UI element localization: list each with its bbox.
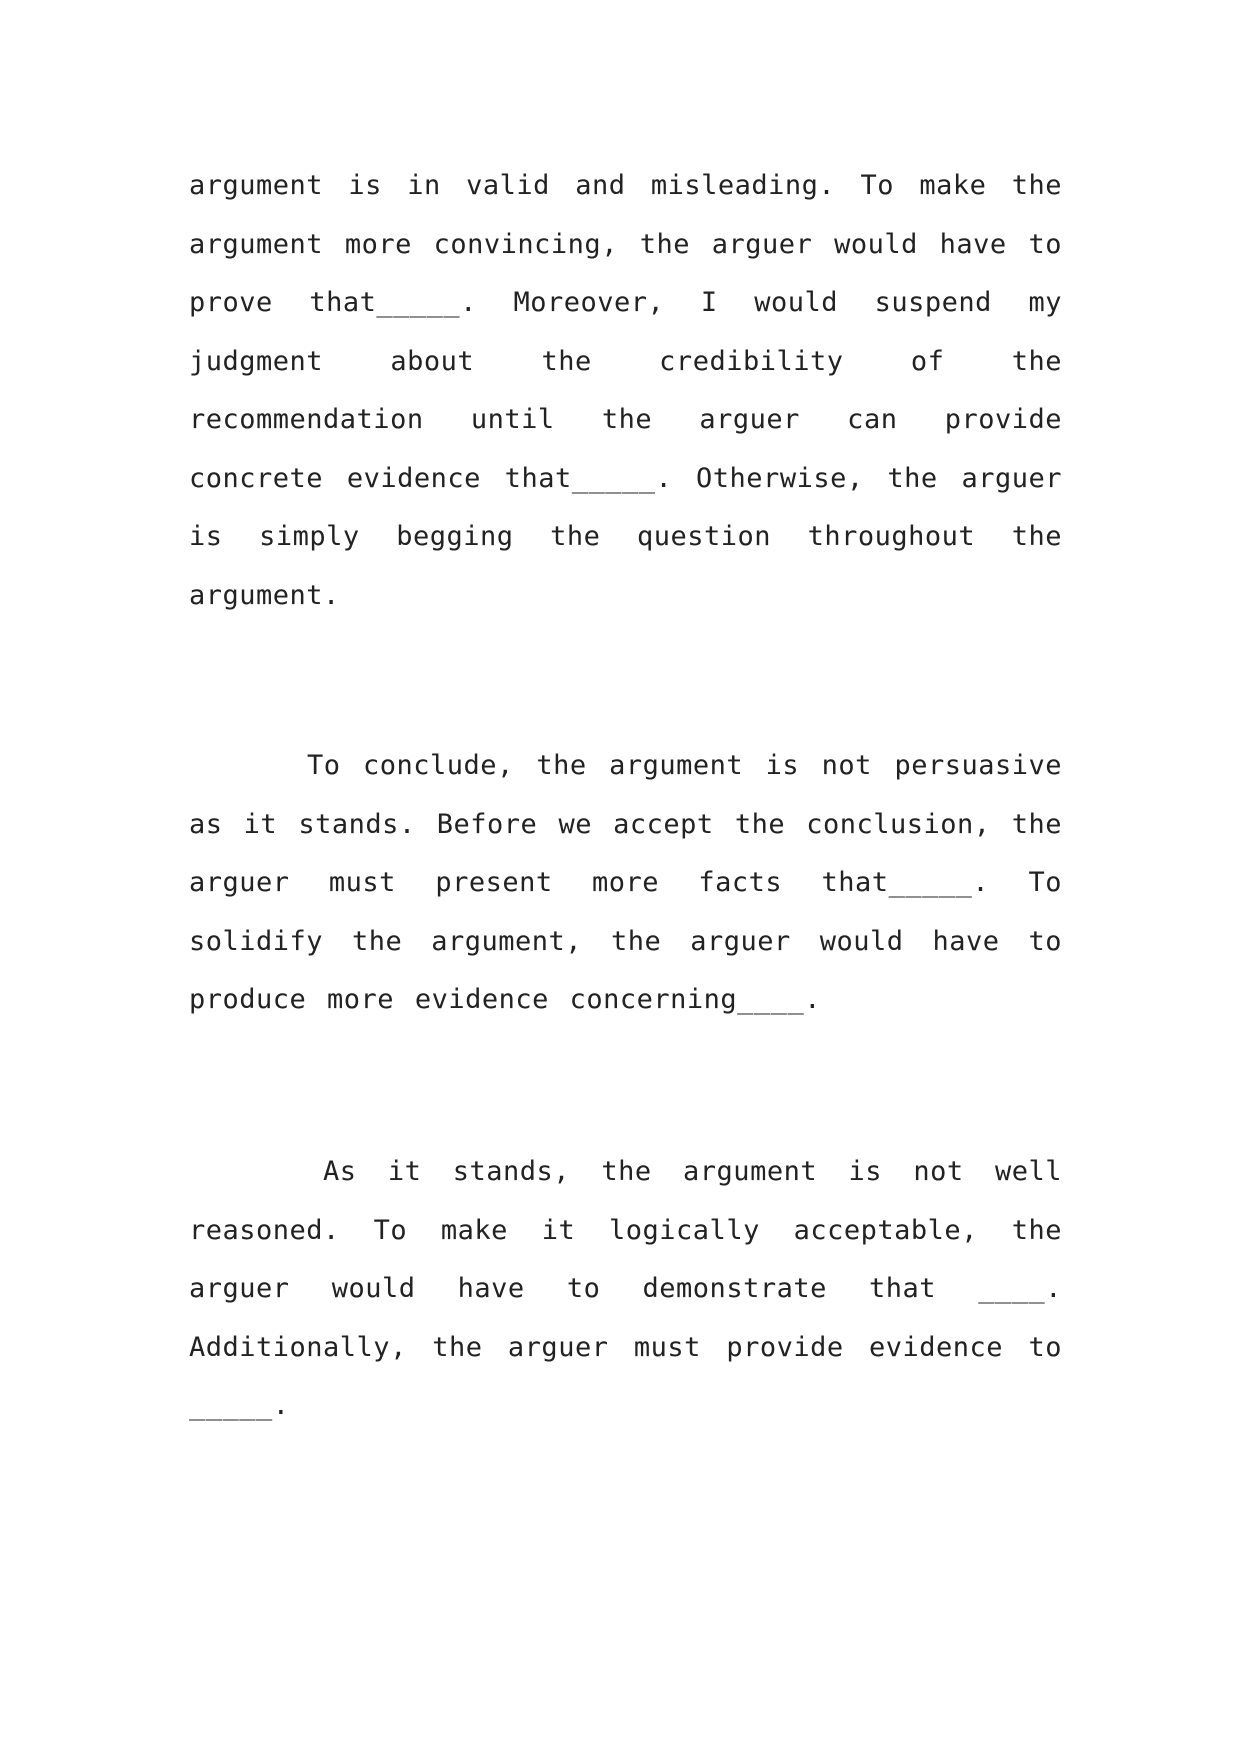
- paragraph-alternative-conclusion: As it stands, the argument is not well reasoned. To make it logically acceptable, the arguer would have to demonstrate that ____. Additionally, the arguer must provide evidence to _____.: [189, 1156, 1062, 1421]
- paragraph-continuation: argument is in valid and misleading. To make the argument more convincing, the arguer would have to prove that_____. Moreover, I would suspend my judgment about the credibility of the recommendation until the arguer can provide concrete evidence that_____. Otherwise, the arguer is simply begging the question throughout the argument.: [189, 170, 1062, 611]
- paragraph-conclusion: To conclude, the argument is not persuasive as it stands. Before we accept the conclusion, the arguer must present more facts that_____. To solidify the argument, the arguer would have to produce more evidence concerning____.: [189, 750, 1062, 1015]
